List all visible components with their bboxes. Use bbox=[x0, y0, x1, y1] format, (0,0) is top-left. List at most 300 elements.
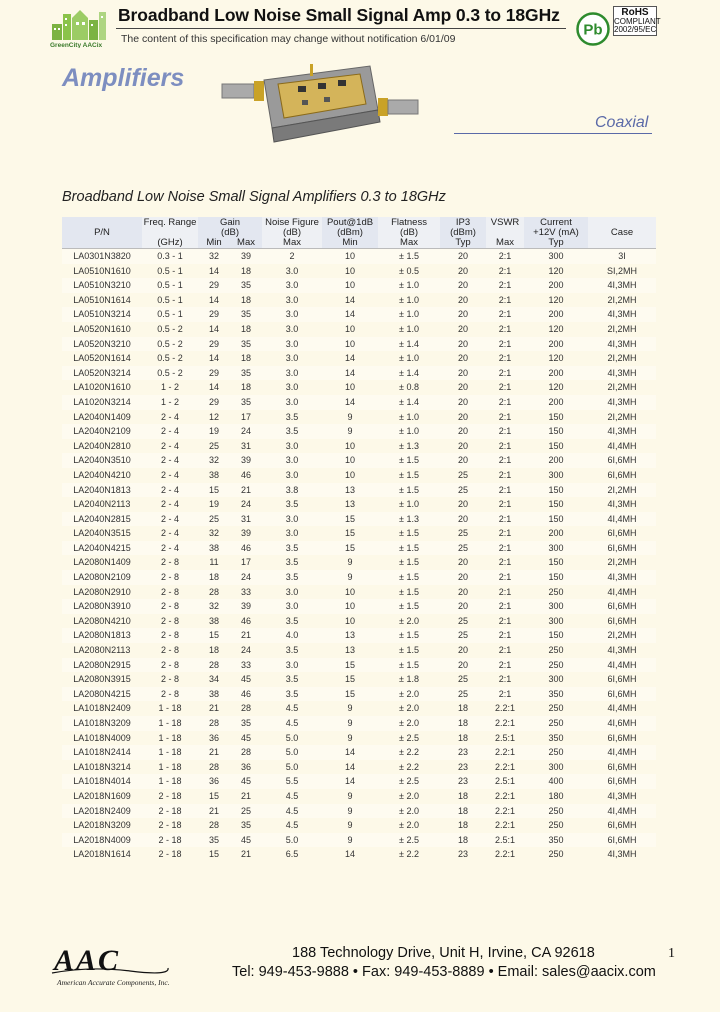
cell-pout: 9 bbox=[347, 703, 353, 714]
cell-pout: 10 bbox=[322, 278, 378, 293]
cell-current: 250 bbox=[548, 586, 564, 597]
table-row bbox=[62, 555, 656, 570]
cell-vswr: 2:1 bbox=[498, 265, 512, 276]
spec-notice: The content of this specification may change without notification 6/01/09 bbox=[121, 33, 456, 45]
cell-vswr: 2:1 bbox=[498, 528, 512, 539]
cell-case: 4I,3MH bbox=[588, 278, 656, 293]
cell-ip3: 25 bbox=[440, 628, 486, 643]
cell-ip3: 25 bbox=[458, 469, 469, 480]
cell-pn: LA0510N1610 bbox=[73, 265, 131, 276]
cell-gain-min: 15 bbox=[208, 790, 219, 801]
cell-case: 4I,4MH bbox=[588, 804, 656, 819]
cell-current: 350 bbox=[524, 687, 588, 702]
cell-nf: 3.0 bbox=[262, 453, 322, 468]
cell-nf: 3.0 bbox=[285, 323, 299, 334]
cell-pout: 15 bbox=[322, 512, 378, 527]
cell-flatness: ± 1.5 bbox=[378, 483, 440, 498]
cell-vswr: 2:1 bbox=[498, 615, 512, 626]
cell-pn: LA0301N3820 bbox=[62, 249, 142, 264]
cell-gain-min: 15 bbox=[208, 849, 219, 860]
cell-ip3: 20 bbox=[458, 645, 469, 656]
cell-flatness: ± 2.0 bbox=[378, 716, 440, 731]
cell-vswr: 2:1 bbox=[486, 483, 524, 498]
cell-current: 120 bbox=[548, 265, 564, 276]
cell-flatness: ± 2.0 bbox=[399, 703, 419, 714]
cell-ip3: 20 bbox=[458, 265, 469, 276]
cell-current: 150 bbox=[524, 512, 588, 527]
cell-case: 4I,3MH bbox=[588, 570, 656, 585]
cell-gain-min: 29 bbox=[198, 366, 230, 381]
cell-pn: LA2040N3515 bbox=[73, 528, 131, 539]
cell-flatness: ± 2.5 bbox=[399, 732, 419, 743]
cell-freq: 2 - 8 bbox=[160, 674, 179, 685]
cell-gain-max: 17 bbox=[241, 411, 252, 422]
page-number: 1 bbox=[668, 946, 675, 961]
cell-freq: 1 - 18 bbox=[158, 761, 182, 772]
company-contact: Tel: 949-453-9888 • Fax: 949-453-8889 • Email: sales@aacix.com bbox=[232, 964, 656, 980]
cell-current: 300 bbox=[524, 541, 588, 556]
cell-ip3: 20 bbox=[458, 353, 469, 364]
cell-current: 150 bbox=[524, 570, 588, 585]
cell-nf: 5.0 bbox=[285, 761, 299, 772]
cell-current: 150 bbox=[524, 483, 588, 498]
cell-current: 250 bbox=[524, 658, 588, 673]
col-pout: Pout@1dB bbox=[322, 217, 378, 228]
cell-gain-max: 21 bbox=[230, 628, 262, 643]
cell-vswr: 2.2:1 bbox=[495, 790, 516, 801]
category-underline bbox=[454, 133, 652, 134]
cell-ip3: 20 bbox=[440, 249, 486, 264]
aac-logo bbox=[50, 940, 170, 978]
cell-flatness: ± 1.5 bbox=[378, 599, 440, 614]
cell-gain-max: 39 bbox=[230, 599, 262, 614]
col-pn bbox=[62, 217, 142, 228]
cell-vswr: 2:1 bbox=[498, 674, 512, 685]
header-divider bbox=[116, 28, 566, 29]
table-header bbox=[62, 217, 656, 249]
cell-freq: 2 - 4 bbox=[142, 424, 198, 439]
cell-pn: LA0520N1614 bbox=[73, 353, 131, 364]
cell-gain-max: 45 bbox=[230, 774, 262, 789]
cell-flatness: ± 2.2 bbox=[399, 761, 419, 772]
cell-nf: 3.0 bbox=[285, 265, 299, 276]
cell-freq: 2 - 18 bbox=[158, 820, 182, 831]
cell-case: 4I,4MH bbox=[607, 440, 637, 451]
cell-freq: 2 - 8 bbox=[142, 658, 198, 673]
cell-case: 6I,6MH bbox=[588, 453, 656, 468]
table-row bbox=[62, 745, 656, 760]
cell-pout: 10 bbox=[345, 615, 356, 626]
cell-flatness: ± 1.5 bbox=[378, 658, 440, 673]
cell-current: 250 bbox=[524, 804, 588, 819]
cell-freq: 2 - 18 bbox=[158, 849, 182, 860]
cell-ip3: 20 bbox=[440, 512, 486, 527]
cell-flatness: ± 2.5 bbox=[378, 833, 440, 848]
cell-pn: LA2040N4210 bbox=[73, 469, 131, 480]
cell-current: 250 bbox=[548, 820, 564, 831]
cell-pout: 14 bbox=[322, 366, 378, 381]
col-pout-unit: (dBm) bbox=[322, 228, 378, 238]
cell-gain-min: 28 bbox=[198, 716, 230, 731]
table-row bbox=[62, 410, 656, 425]
cell-case: 6I,6MH bbox=[607, 615, 637, 626]
cell-nf: 4.5 bbox=[285, 703, 299, 714]
cell-gain-max: 35 bbox=[230, 307, 262, 322]
cell-gain-max: 35 bbox=[230, 366, 262, 381]
cell-case: 2I,2MH bbox=[607, 557, 637, 568]
cell-pn: LA2080N2113 bbox=[73, 645, 131, 656]
col-current-sub: Typ bbox=[524, 238, 588, 249]
cell-current: 300 bbox=[548, 469, 564, 480]
table-row bbox=[62, 804, 656, 819]
cell-pn: LA0520N1610 bbox=[73, 323, 131, 334]
cell-case: 6I,6MH bbox=[588, 833, 656, 848]
cell-gain-max: 45 bbox=[230, 833, 262, 848]
cell-current: 150 bbox=[548, 499, 564, 510]
cell-pout: 9 bbox=[322, 570, 378, 585]
cell-gain-max: 18 bbox=[241, 294, 252, 305]
cell-nf: 3.0 bbox=[262, 278, 322, 293]
cell-gain-max: 46 bbox=[230, 541, 262, 556]
cell-vswr: 2:1 bbox=[498, 586, 512, 597]
cell-gain-min: 36 bbox=[208, 732, 219, 743]
cell-pout: 14 bbox=[322, 395, 378, 410]
cell-flatness: ± 1.5 bbox=[378, 541, 440, 556]
cell-freq: 0.3 - 1 bbox=[142, 249, 198, 264]
cell-gain-max: 45 bbox=[241, 674, 252, 685]
cell-gain-max: 28 bbox=[241, 703, 252, 714]
cell-freq: 2 - 18 bbox=[158, 790, 182, 801]
cell-nf: 5.0 bbox=[285, 732, 299, 743]
cell-nf: 3.0 bbox=[285, 586, 299, 597]
cell-current: 200 bbox=[524, 337, 588, 352]
cell-freq: 2 - 18 bbox=[142, 804, 198, 819]
table-row bbox=[62, 439, 656, 454]
cell-freq: 2 - 8 bbox=[160, 557, 179, 568]
cell-pn: LA1018N3214 bbox=[73, 761, 131, 772]
cell-freq: 2 - 8 bbox=[142, 570, 198, 585]
col-gain-min: Min bbox=[198, 238, 230, 249]
cell-gain-min: 29 bbox=[198, 337, 230, 352]
cell-vswr: 2:1 bbox=[486, 366, 524, 381]
table-row bbox=[62, 541, 656, 556]
cell-freq: 2 - 8 bbox=[160, 645, 179, 656]
cell-current: 250 bbox=[548, 645, 564, 656]
cell-flatness: ± 2.0 bbox=[378, 687, 440, 702]
table-row bbox=[62, 351, 656, 366]
table-row bbox=[62, 658, 656, 673]
cell-pn: LA2018N2409 bbox=[62, 804, 142, 819]
cell-nf: 3.5 bbox=[262, 687, 322, 702]
cell-pout: 14 bbox=[345, 849, 356, 860]
cell-flatness: ± 1.8 bbox=[399, 674, 419, 685]
cell-freq: 2 - 4 bbox=[142, 483, 198, 498]
cell-pout: 9 bbox=[322, 804, 378, 819]
amplifier-product-image bbox=[220, 62, 420, 152]
cell-pout: 9 bbox=[347, 790, 353, 801]
cell-pout: 10 bbox=[345, 440, 356, 451]
col-pn-label: P/N bbox=[62, 228, 142, 238]
cell-ip3: 20 bbox=[458, 557, 469, 568]
cell-nf: 3.5 bbox=[285, 645, 299, 656]
cell-gain-min: 36 bbox=[198, 774, 230, 789]
cell-pout: 10 bbox=[345, 382, 356, 393]
cell-current: 400 bbox=[524, 774, 588, 789]
cell-flatness: ± 0.8 bbox=[399, 382, 419, 393]
table-row bbox=[62, 701, 656, 716]
cell-case: 6I,6MH bbox=[607, 674, 637, 685]
cell-vswr: 2.2:1 bbox=[495, 761, 516, 772]
cell-pout: 10 bbox=[345, 323, 356, 334]
cell-case: 4I,3MH bbox=[588, 395, 656, 410]
cell-gain-max: 18 bbox=[241, 353, 252, 364]
cell-freq: 2 - 18 bbox=[142, 833, 198, 848]
cell-case: 4I,3MH bbox=[607, 645, 637, 656]
cell-vswr: 2.2:1 bbox=[486, 745, 524, 760]
cell-case: 6I,6MH bbox=[607, 820, 637, 831]
cell-nf: 4.5 bbox=[262, 804, 322, 819]
cell-gain-min: 19 bbox=[208, 499, 219, 510]
cell-nf: 4.5 bbox=[262, 716, 322, 731]
cell-current: 300 bbox=[524, 599, 588, 614]
table-row bbox=[62, 526, 656, 541]
cell-vswr: 2.5:1 bbox=[486, 774, 524, 789]
cell-vswr: 2:1 bbox=[486, 337, 524, 352]
cell-current: 150 bbox=[548, 440, 564, 451]
cell-flatness: ± 1.0 bbox=[378, 278, 440, 293]
spec-table bbox=[62, 217, 656, 862]
cell-vswr: 2.2:1 bbox=[486, 716, 524, 731]
cell-pout: 15 bbox=[322, 687, 378, 702]
table-row bbox=[62, 847, 656, 862]
cell-gain-min: 15 bbox=[198, 628, 230, 643]
table-row bbox=[62, 731, 656, 746]
cell-vswr: 2:1 bbox=[498, 353, 512, 364]
cell-pn: LA2040N4215 bbox=[62, 541, 142, 556]
cell-case: 4I,3MH bbox=[607, 499, 637, 510]
table-row bbox=[62, 687, 656, 702]
cell-pout: 13 bbox=[345, 499, 356, 510]
cell-nf: 3.5 bbox=[285, 557, 299, 568]
cell-freq: 2 - 8 bbox=[160, 586, 179, 597]
cell-current: 150 bbox=[524, 628, 588, 643]
company-address: 188 Technology Drive, Unit H, Irvine, CA 92618 bbox=[292, 945, 595, 961]
cell-vswr: 2.5:1 bbox=[495, 732, 516, 743]
table-row bbox=[62, 278, 656, 293]
cell-gain-max: 33 bbox=[230, 658, 262, 673]
cell-case: 4I,3MH bbox=[588, 366, 656, 381]
cell-case: 6I,6MH bbox=[607, 469, 637, 480]
cell-nf: 3.0 bbox=[285, 353, 299, 364]
cell-gain-min: 32 bbox=[208, 528, 219, 539]
cell-gain-min: 19 bbox=[198, 424, 230, 439]
table-row bbox=[62, 264, 656, 279]
cell-freq: 2 - 4 bbox=[160, 499, 179, 510]
table-subtitle: Broadband Low Noise Small Signal Amplifiers 0.3 to 18GHz bbox=[62, 189, 446, 205]
cell-ip3: 20 bbox=[440, 453, 486, 468]
cell-flatness: ± 1.5 bbox=[378, 570, 440, 585]
cell-flatness: ± 1.5 bbox=[378, 249, 440, 264]
cell-vswr: 2:1 bbox=[486, 249, 524, 264]
rohs-directive: 2002/95/EC bbox=[614, 25, 657, 34]
cell-flatness: ± 2.2 bbox=[399, 849, 419, 860]
cell-pout: 10 bbox=[345, 586, 356, 597]
cell-gain-max: 17 bbox=[241, 557, 252, 568]
cell-pout: 14 bbox=[322, 774, 378, 789]
cell-flatness: ± 1.4 bbox=[378, 395, 440, 410]
cell-vswr: 2:1 bbox=[486, 278, 524, 293]
cell-pout: 14 bbox=[345, 294, 356, 305]
cell-ip3: 20 bbox=[458, 294, 469, 305]
cell-gain-min: 14 bbox=[208, 353, 219, 364]
cell-pn: LA1018N3209 bbox=[62, 716, 142, 731]
cell-pn: LA2080N2915 bbox=[62, 658, 142, 673]
cell-vswr: 2:1 bbox=[498, 323, 512, 334]
cell-case: 2I,2MH bbox=[588, 628, 656, 643]
cell-current: 300 bbox=[548, 615, 564, 626]
cell-flatness: ± 1.5 bbox=[399, 586, 419, 597]
table-row bbox=[62, 453, 656, 468]
cell-pn: LA0510N3214 bbox=[62, 307, 142, 322]
col-case bbox=[588, 217, 656, 228]
cell-gain-max: 46 bbox=[230, 687, 262, 702]
cell-freq: 2 - 8 bbox=[142, 687, 198, 702]
cell-freq: 0.5 - 1 bbox=[157, 265, 183, 276]
cell-gain-min: 25 bbox=[198, 512, 230, 527]
cell-ip3: 23 bbox=[458, 849, 469, 860]
cell-ip3: 25 bbox=[440, 687, 486, 702]
table-row bbox=[62, 760, 656, 775]
cell-gain-max: 21 bbox=[241, 849, 252, 860]
cell-gain-min: 32 bbox=[198, 599, 230, 614]
cell-gain-max: 35 bbox=[230, 716, 262, 731]
cell-pout: 10 bbox=[322, 599, 378, 614]
col-gain: Gain bbox=[198, 217, 262, 228]
cell-case: 6I,6MH bbox=[607, 528, 637, 539]
cell-gain-min: 12 bbox=[208, 411, 219, 422]
cell-ip3: 20 bbox=[458, 586, 469, 597]
cell-pout: 13 bbox=[345, 645, 356, 656]
table-row bbox=[62, 497, 656, 512]
cell-case: 2I,2MH bbox=[607, 353, 637, 364]
cell-current: 150 bbox=[548, 557, 564, 568]
cell-nf: 4.0 bbox=[262, 628, 322, 643]
cell-case: 4I,4MH bbox=[607, 703, 637, 714]
cell-freq: 0.5 - 1 bbox=[142, 307, 198, 322]
cell-nf: 4.5 bbox=[285, 820, 299, 831]
cell-nf: 5.5 bbox=[262, 774, 322, 789]
cell-nf: 3.0 bbox=[285, 382, 299, 393]
cell-ip3: 25 bbox=[458, 615, 469, 626]
table-row bbox=[62, 672, 656, 687]
cell-vswr: 2:1 bbox=[498, 469, 512, 480]
cell-pout: 13 bbox=[322, 628, 378, 643]
cell-ip3: 18 bbox=[440, 804, 486, 819]
cell-current: 250 bbox=[524, 745, 588, 760]
cell-current: 120 bbox=[548, 294, 564, 305]
cell-ip3: 18 bbox=[458, 820, 469, 831]
cell-ip3: 20 bbox=[440, 337, 486, 352]
cell-ip3: 25 bbox=[440, 541, 486, 556]
cell-case: 2I,2MH bbox=[588, 483, 656, 498]
cell-gain-min: 18 bbox=[198, 570, 230, 585]
cell-flatness: ± 1.0 bbox=[399, 323, 419, 334]
rohs-label: RoHS bbox=[621, 7, 649, 18]
cell-pn: LA2018N4009 bbox=[62, 833, 142, 848]
cell-ip3: 23 bbox=[458, 761, 469, 772]
col-nf: Noise Figure bbox=[262, 217, 322, 228]
cell-freq: 2 - 8 bbox=[142, 628, 198, 643]
table-row bbox=[62, 293, 656, 308]
cell-gain-min: 25 bbox=[208, 440, 219, 451]
cell-gain-max: 36 bbox=[241, 761, 252, 772]
cell-nf: 3.0 bbox=[262, 307, 322, 322]
cell-current: 350 bbox=[548, 732, 564, 743]
cell-freq: 1 - 18 bbox=[142, 716, 198, 731]
cell-pout: 10 bbox=[345, 265, 356, 276]
cell-vswr: 2:1 bbox=[498, 557, 512, 568]
cell-vswr: 2:1 bbox=[486, 541, 524, 556]
cell-vswr: 2:1 bbox=[498, 294, 512, 305]
cell-gain-max: 24 bbox=[230, 570, 262, 585]
cell-pn: LA2040N2113 bbox=[73, 499, 131, 510]
col-nf-unit: (dB) bbox=[262, 228, 322, 238]
cell-freq: 2 - 4 bbox=[160, 469, 179, 480]
page-title: Broadband Low Noise Small Signal Amp 0.3 to 18GHz bbox=[118, 5, 560, 25]
cell-nf: 3.8 bbox=[262, 483, 322, 498]
cell-gain-max: 46 bbox=[241, 469, 252, 480]
table-row bbox=[62, 599, 656, 614]
cell-pn: LA2018N3209 bbox=[73, 820, 131, 831]
cell-pout: 10 bbox=[322, 249, 378, 264]
col-gain-max: Max bbox=[230, 238, 262, 249]
cell-flatness: ± 1.5 bbox=[378, 628, 440, 643]
col-freq-unit: (GHz) bbox=[142, 238, 198, 249]
cell-freq: 2 - 4 bbox=[160, 411, 179, 422]
cell-case: 6I,6MH bbox=[588, 774, 656, 789]
cell-freq: 1 - 2 bbox=[142, 395, 198, 410]
cell-vswr: 2:1 bbox=[498, 440, 512, 451]
cell-gain-max: 24 bbox=[230, 424, 262, 439]
cell-flatness: ± 1.5 bbox=[399, 645, 419, 656]
cell-freq: 0.5 - 2 bbox=[157, 323, 183, 334]
cell-ip3: 18 bbox=[458, 732, 469, 743]
cell-nf: 3.5 bbox=[285, 615, 299, 626]
cell-current: 120 bbox=[548, 353, 564, 364]
cell-ip3: 20 bbox=[458, 411, 469, 422]
cell-vswr: 2:1 bbox=[486, 658, 524, 673]
cell-gain-min: 18 bbox=[208, 645, 219, 656]
cell-pn: LA2080N2109 bbox=[62, 570, 142, 585]
table-row bbox=[62, 483, 656, 498]
cell-freq: 2 - 4 bbox=[142, 541, 198, 556]
cell-nf: 3.5 bbox=[262, 424, 322, 439]
cell-case: 6I,6MH bbox=[607, 732, 637, 743]
col-vswr: VSWR bbox=[486, 217, 524, 228]
cell-nf: 3.0 bbox=[262, 658, 322, 673]
cell-current: 300 bbox=[548, 761, 564, 772]
cell-pn: LA2018N1614 bbox=[73, 849, 131, 860]
cell-ip3: 23 bbox=[440, 774, 486, 789]
cell-current: 200 bbox=[524, 395, 588, 410]
table-row bbox=[62, 468, 656, 483]
cell-gain-min: 28 bbox=[208, 761, 219, 772]
cell-vswr: 2.2:1 bbox=[495, 820, 516, 831]
cell-flatness: ± 1.0 bbox=[399, 411, 419, 422]
cell-nf: 3.0 bbox=[262, 599, 322, 614]
category-label: Coaxial bbox=[595, 114, 649, 131]
cell-case: 6I,6MH bbox=[607, 761, 637, 772]
